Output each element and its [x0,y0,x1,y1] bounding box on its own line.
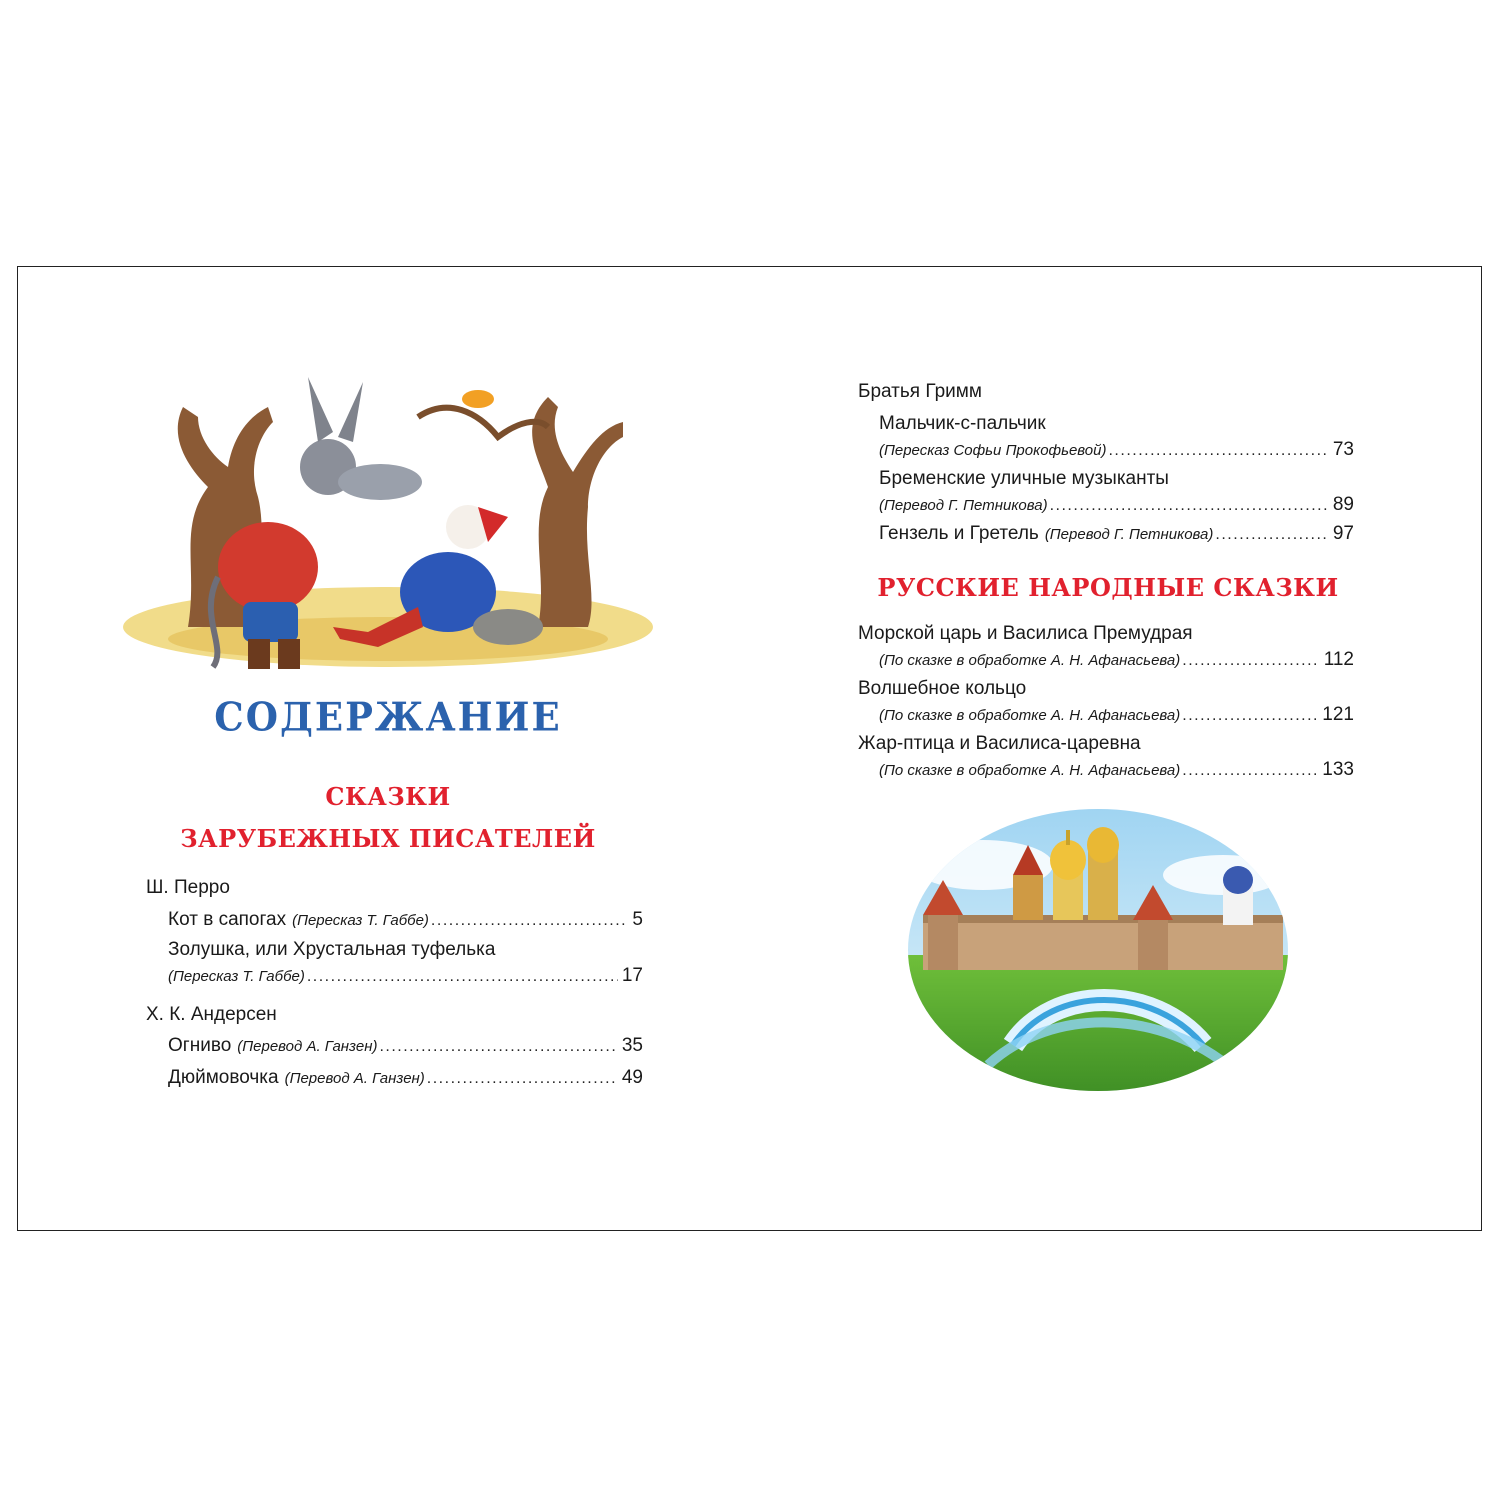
toc-entry-zolushka[interactable] [168,939,643,987]
page-number: 97 [1332,523,1354,544]
toc-entry-genzel-i-gretel[interactable] [879,523,1354,545]
leader-dots [427,1070,618,1088]
page-number: 112 [1323,649,1354,670]
author-perrault: Ш. Перро [146,877,230,898]
entry-note: (Перевод А. Ганзен) [284,1070,425,1087]
donkey-and-dog-illustration [118,377,658,677]
leader-dots [1215,526,1328,544]
book-spread [17,266,1482,1231]
leader-dots [1050,497,1329,515]
leader-dots [1182,762,1318,780]
toc-entry-volshebnoe-koltso[interactable] [858,678,1354,726]
entry-note: (Перевод Г. Петникова) [879,497,1048,514]
entry-note: (Перевод А. Ганзен) [237,1038,378,1055]
entry-title: Кот в сапогах [168,909,287,930]
toc-entry-morskoy-tsar[interactable] [858,623,1354,671]
toc-entry-kot-v-sapogakh[interactable] [168,909,643,931]
author-grimm: Братья Гримм [858,381,982,402]
page-number: 49 [621,1067,643,1088]
entry-note: (По сказке в обработке А. Н. Афанасьева) [879,707,1181,724]
entry-note: (По сказке в обработке А. Н. Афанасьева) [879,762,1181,779]
section-heading-foreign-line2: ЗАРУБЕЖНЫХ ПИСАТЕЛЕЙ [180,824,596,853]
contents-title: СОДЕРЖАНИЕ [214,693,562,741]
entry-title: Золушка, или Хрустальная туфелька [168,939,496,960]
page-number: 73 [1332,439,1354,460]
leader-dots [379,1038,617,1056]
entry-note: (Перевод Г. Петникова) [1044,526,1214,543]
entry-title: Волшебное кольцо [858,678,1027,699]
entry-title: Огниво [168,1035,232,1056]
entry-note: (Пересказ Т. Габбе) [292,912,429,929]
leader-dots [1108,442,1328,460]
leader-dots [1182,652,1319,670]
entry-title: Жар-птица и Василиса-царевна [858,733,1141,754]
entry-title: Гензель и Гретель [879,523,1039,544]
page-number: 5 [632,909,643,930]
entry-note: (По сказке в обработке А. Н. Афанасьева) [879,652,1181,669]
toc-entry-dyuymovochka[interactable] [168,1067,643,1089]
author-andersen: Х. К. Андерсен [146,1004,277,1025]
page-number: 35 [621,1035,643,1056]
entry-title: Дюймовочка [168,1067,279,1088]
toc-entry-ognivo[interactable] [168,1035,643,1057]
toc-entry-malchik-s-palchik[interactable] [879,413,1354,461]
entry-note: (Пересказ Софьи Прокофьевой) [879,442,1107,459]
entry-title: Бременские уличные музыканты [879,468,1169,489]
entry-title: Морской царь и Василиса Премудрая [858,623,1193,644]
toc-entry-bremenskie-muzykanty[interactable] [879,468,1354,516]
page-number: 121 [1322,704,1354,725]
page-number: 89 [1332,494,1354,515]
leader-dots [307,968,618,986]
page-number: 17 [621,965,643,986]
entry-note: (Пересказ Т. Габбе) [168,968,305,985]
section-heading-foreign-line1: СКАЗКИ [325,782,451,811]
toc-entry-zhar-ptitsa[interactable] [858,733,1354,781]
fairytale-city-illustration [903,805,1293,1095]
section-heading-russian: РУССКИЕ НАРОДНЫЕ СКАЗКИ [877,573,1339,602]
leader-dots [431,912,629,930]
leader-dots [1182,707,1318,725]
page-number: 133 [1322,759,1354,780]
entry-title: Мальчик-с-пальчик [879,413,1046,434]
